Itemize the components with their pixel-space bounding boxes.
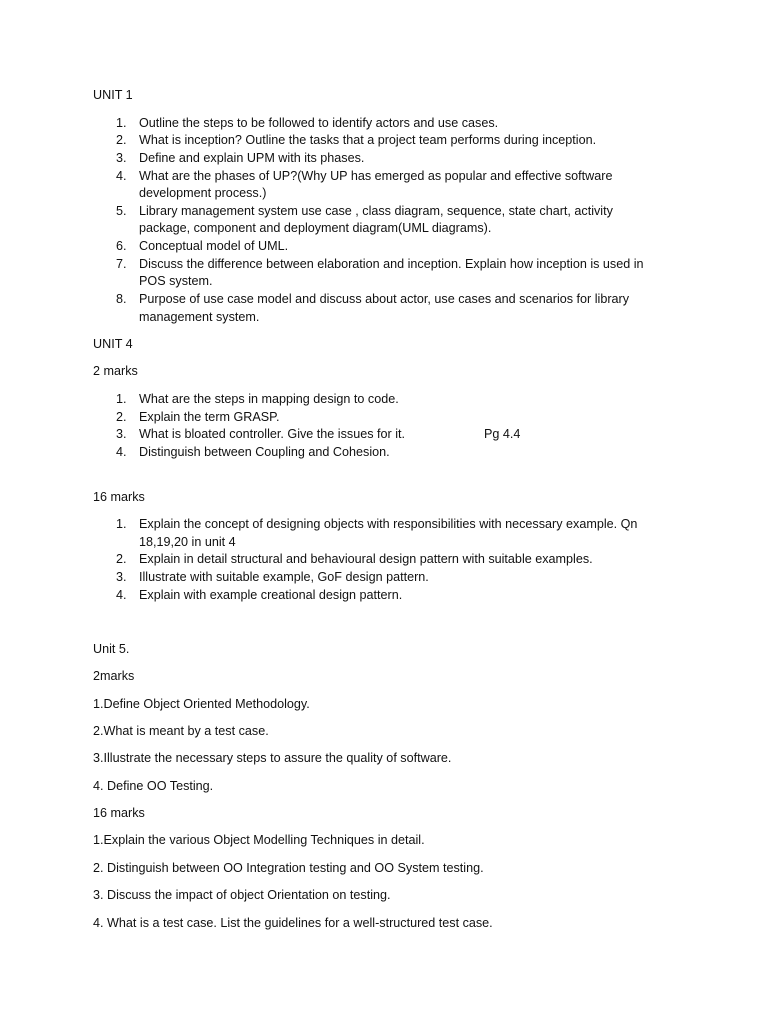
question-text: 3.Illustrate the necessary steps to assure the quality of software.: [93, 751, 452, 765]
question-text: 3. Discuss the impact of object Orientation on testing.: [93, 888, 391, 902]
unit5-heading: Unit 5.: [93, 642, 130, 656]
list-item-text: Explain the concept of designing objects with responsibilities with necessary example. Qn: [139, 517, 638, 531]
list-item-number: 5.: [116, 204, 127, 218]
list-item-text: POS system.: [139, 274, 213, 288]
list-item-number: 1.: [116, 392, 127, 406]
unit4-sixteen-marks-label: 16 marks: [93, 490, 145, 504]
question-text: 1.Define Object Oriented Methodology.: [93, 697, 310, 711]
list-item-number: 4.: [116, 445, 127, 459]
list-item-number: 4.: [116, 169, 127, 183]
list-item-text: What are the steps in mapping design to code.: [139, 392, 399, 406]
list-item-number: 2.: [116, 552, 127, 566]
list-item-number: 2.: [116, 133, 127, 147]
list-item-number: 4.: [116, 588, 127, 602]
page-reference: Pg 4.4: [484, 427, 521, 441]
unit1-heading: UNIT 1: [93, 88, 133, 102]
list-item-text: What are the phases of UP?(Why UP has emerged as popular and effective software: [139, 169, 613, 183]
question-text: 2.What is meant by a test case.: [93, 724, 269, 738]
list-item-text: Explain in detail structural and behavioural design pattern with suitable examples.: [139, 552, 593, 566]
list-item-number: 2.: [116, 410, 127, 424]
question-text: 1.Explain the various Object Modelling Techniques in detail.: [93, 833, 425, 847]
list-item-number: 8.: [116, 292, 127, 306]
list-item-text: Discuss the difference between elaboration and inception. Explain how inception is used in: [139, 257, 644, 271]
unit5-two-marks-label: 2marks: [93, 669, 135, 683]
question-text: 4. What is a test case. List the guidelines for a well-structured test case.: [93, 916, 493, 930]
unit4-two-marks-label: 2 marks: [93, 364, 138, 378]
list-item-number: 6.: [116, 239, 127, 253]
question-text: 2. Distinguish between OO Integration testing and OO System testing.: [93, 861, 484, 875]
list-item-text: Outline the steps to be followed to identify actors and use cases.: [139, 116, 499, 130]
unit4-heading: UNIT 4: [93, 337, 133, 351]
list-item-text: Illustrate with suitable example, GoF design pattern.: [139, 570, 429, 584]
list-item-text: Explain with example creational design pattern.: [139, 588, 403, 602]
list-item-number: 1.: [116, 116, 127, 130]
list-item-text: Distinguish between Coupling and Cohesion.: [139, 445, 390, 459]
list-item-number: 7.: [116, 257, 127, 271]
list-item-text: What is bloated controller. Give the issues for it.: [139, 427, 405, 441]
list-item-number: 1.: [116, 517, 127, 531]
list-item-text: Purpose of use case model and discuss about actor, use cases and scenarios for library: [139, 292, 630, 306]
list-item-text: 18,19,20 in unit 4: [139, 535, 236, 549]
list-item-number: 3.: [116, 427, 127, 441]
question-text: 4. Define OO Testing.: [93, 779, 214, 793]
list-item-text: Library management system use case , class diagram, sequence, state chart, activity: [139, 204, 613, 218]
list-item-text: package, component and deployment diagram(UML diagrams).: [139, 221, 492, 235]
list-item-text: Explain the term GRASP.: [139, 410, 280, 424]
list-item-text: development process.): [139, 186, 267, 200]
unit5-sixteen-marks-label: 16 marks: [93, 806, 145, 820]
list-item-text: What is inception? Outline the tasks that a project team performs during inception.: [139, 133, 597, 147]
list-item-text: Conceptual model of UML.: [139, 239, 289, 253]
list-item-text: Define and explain UPM with its phases.: [139, 151, 365, 165]
list-item-number: 3.: [116, 570, 127, 584]
list-item-number: 3.: [116, 151, 127, 165]
list-item-text: management system.: [139, 310, 260, 324]
